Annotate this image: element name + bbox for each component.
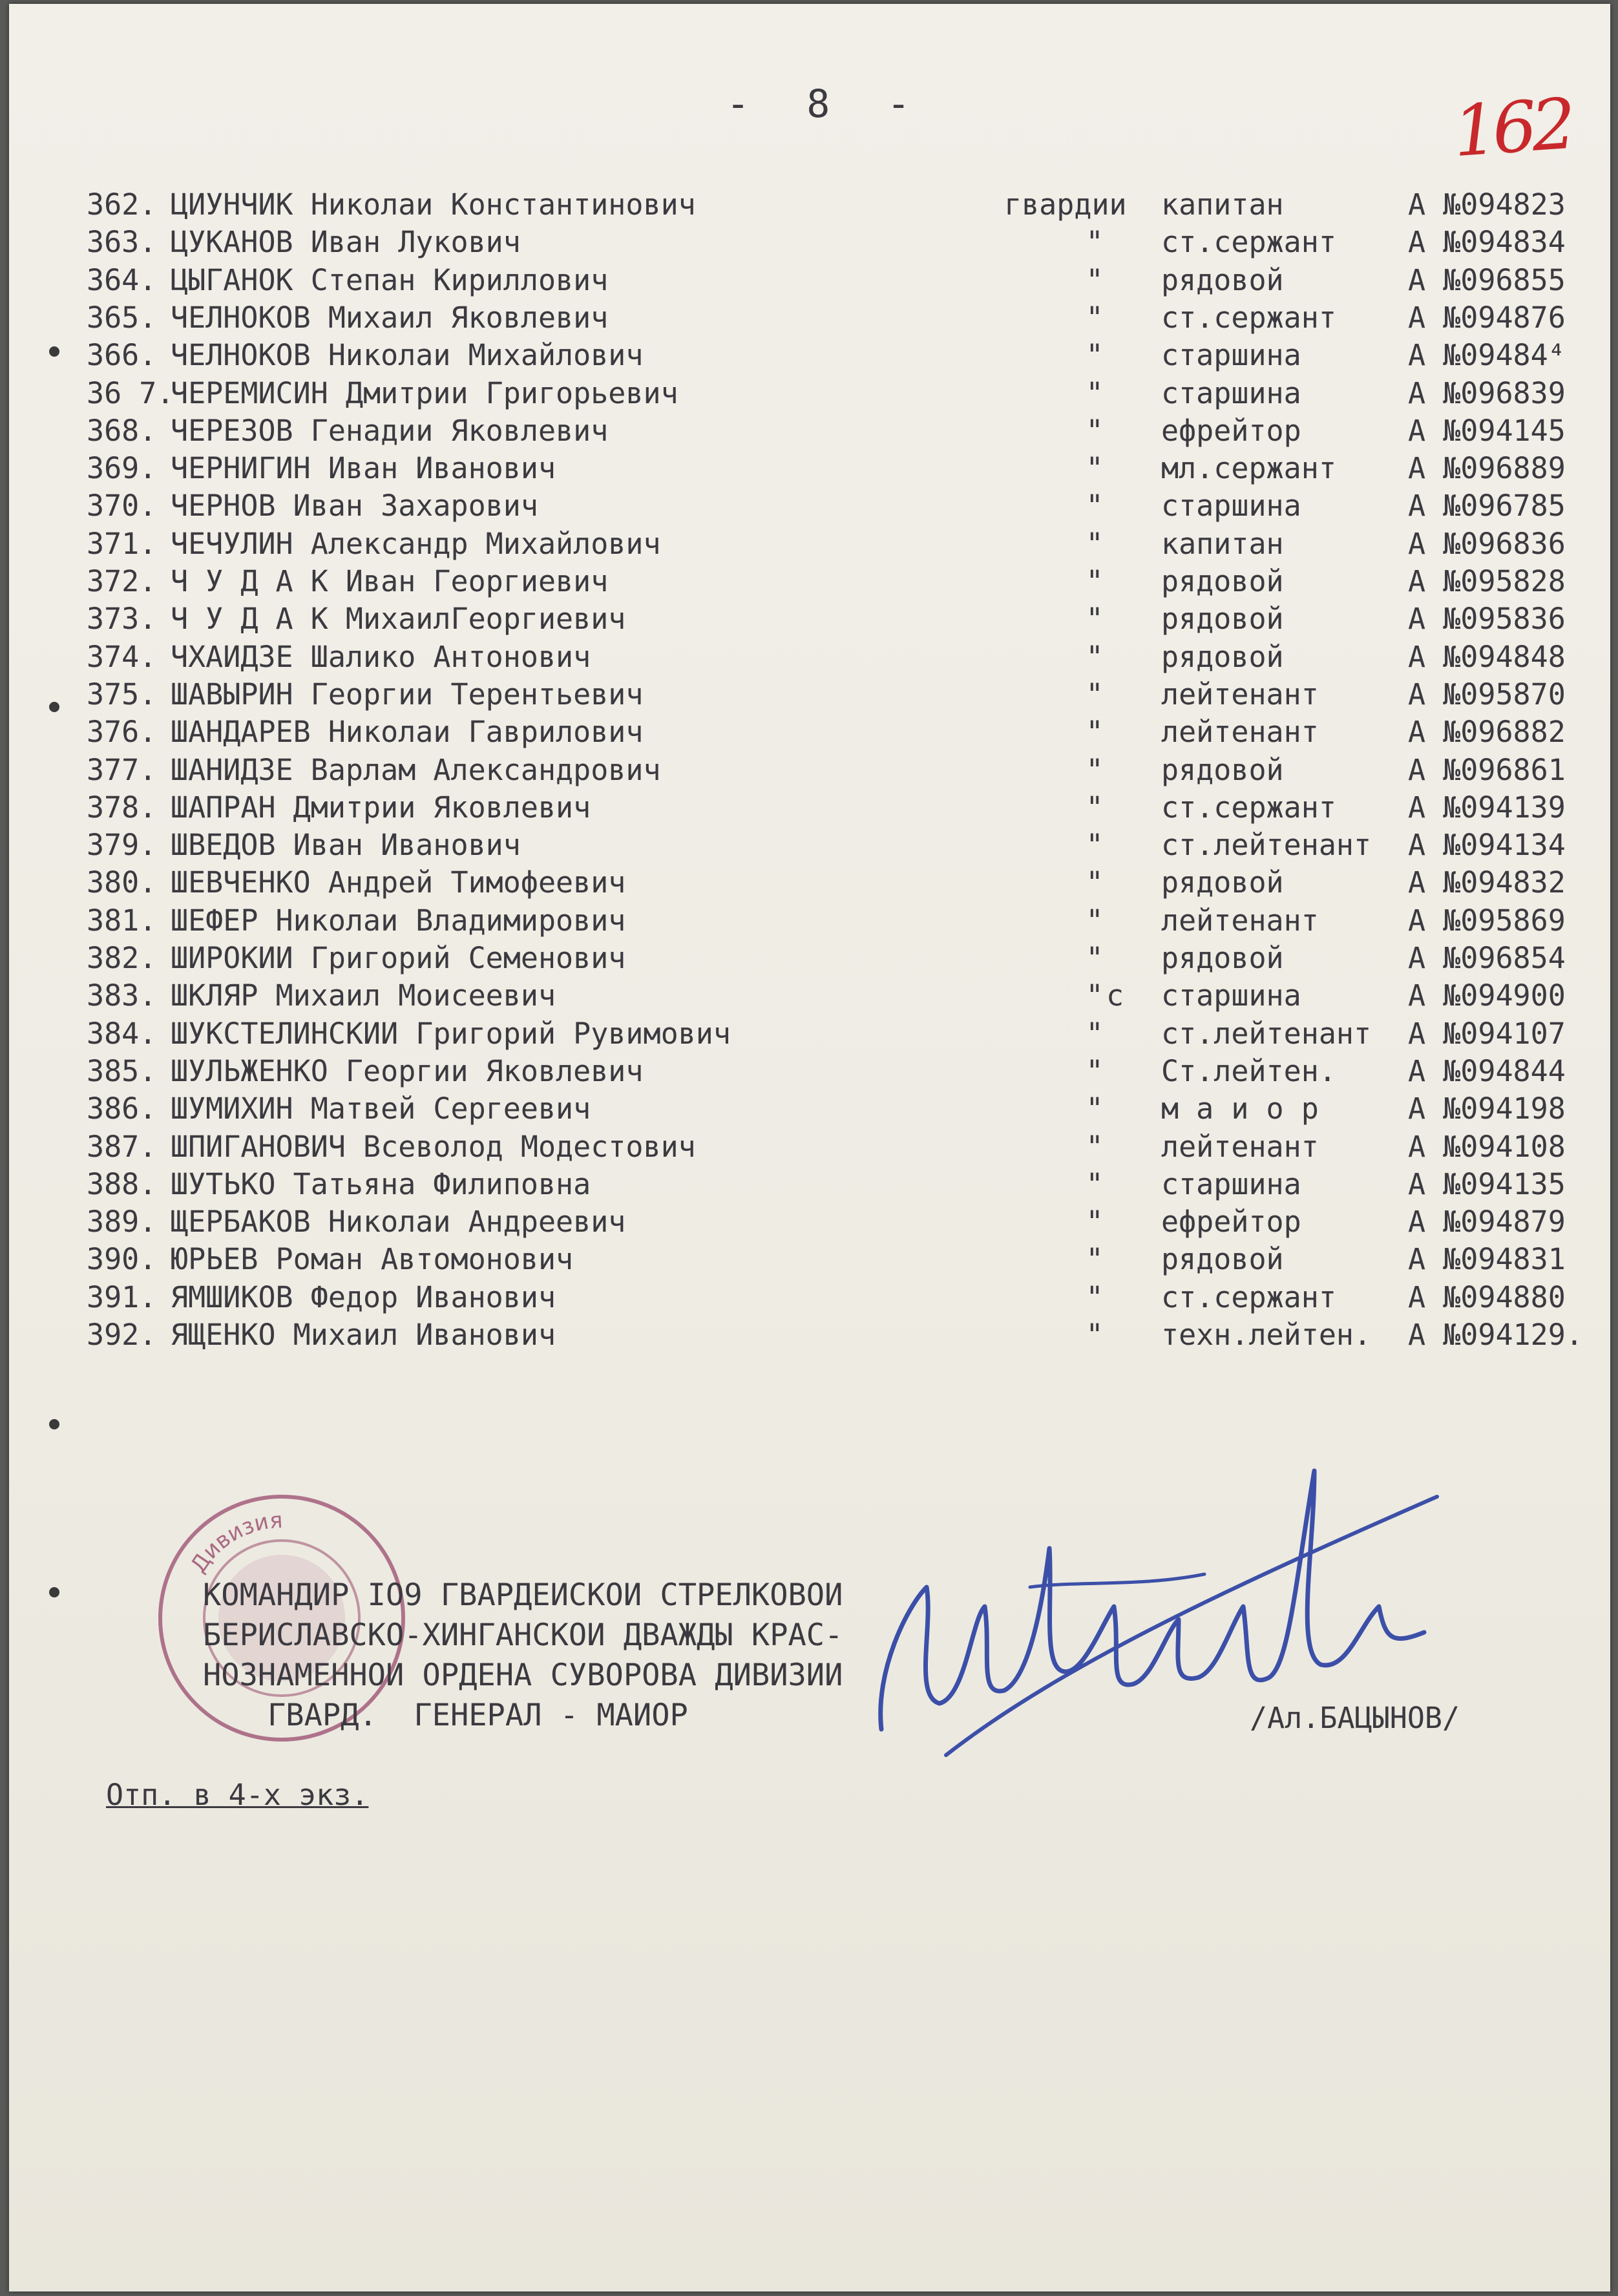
entry-name: ШАПРАН Дмитрии Яковлевич [171, 790, 591, 825]
entry-number: 388. [87, 1167, 157, 1201]
entry-number: 387. [87, 1130, 157, 1164]
entry-ditto-mark: " [1086, 263, 1104, 297]
commander-name: /Ал.БАЦЫНОВ/ [1250, 1701, 1460, 1735]
entry-name: ЯМШИКОВ Федор Иванович [171, 1280, 556, 1314]
entry-rank: капитан [1161, 187, 1284, 222]
list-item [87, 638, 1573, 676]
list-item [87, 262, 1573, 299]
entry-number: 379. [87, 828, 157, 862]
entry-number: 371. [87, 527, 157, 561]
entry-name: Ч У Д А К МихаилГеоргиевич [171, 602, 626, 636]
entry-name: ЦЫГАНОК Степан Кириллович [171, 263, 609, 297]
entry-ditto-mark: " [1086, 1091, 1104, 1126]
entry-certificate: А №094880 [1408, 1280, 1566, 1314]
entry-name: ШУТЬКО Татьяна Филиповна [171, 1167, 591, 1201]
entry-number: 364. [87, 263, 157, 297]
entry-name: ШУКСТЕЛИНСКИИ Григорий Рувимович [171, 1016, 731, 1051]
entry-name: ШАВЫРИН Георгии Терентьевич [171, 677, 644, 711]
commander-title-line: НОЗНАМЕННОИ ОРДЕНА СУВОРОВА ДИВИЗИИ [203, 1658, 843, 1693]
list-item [87, 525, 1573, 563]
entry-name: ЧЕЧУЛИН Александр Михайлович [171, 527, 661, 561]
entry-certificate: А №094198 [1408, 1091, 1566, 1126]
entry-certificate: А №096836 [1408, 527, 1566, 561]
entry-number: 372. [87, 564, 157, 598]
entry-certificate: А №094848 [1408, 640, 1566, 674]
entry-certificate: А №096785 [1408, 489, 1566, 523]
list-item [87, 375, 1573, 412]
entry-rank: ст.лейтенант [1161, 1016, 1372, 1051]
copy-note: Отп. в 4-х экз. [106, 1778, 369, 1812]
entry-rank: рядовой [1161, 602, 1284, 636]
entry-number: 376. [87, 715, 157, 749]
entry-ditto-mark: " [1086, 790, 1104, 825]
entry-name: ЧЕЛНОКОВ Михаил Яковлевич [171, 300, 609, 335]
entry-certificate: А №094129. [1408, 1318, 1583, 1352]
entry-name: Ч У Д А К Иван Георгиевич [171, 564, 609, 598]
entry-number: 386. [87, 1091, 157, 1126]
entry-ditto-mark: " [1086, 376, 1104, 410]
entry-name: ШАНДАРЕВ Николаи Гаврилович [171, 715, 644, 749]
entry-ditto-mark: " [1086, 677, 1104, 711]
entry-name: ЯЩЕНКО Михаил Иванович [171, 1318, 556, 1352]
entry-certificate: А №094831 [1408, 1242, 1566, 1276]
entry-rank: старшина [1161, 1167, 1301, 1201]
entry-rank: ст.сержант [1161, 1280, 1336, 1314]
entry-certificate: А №095869 [1408, 903, 1566, 938]
list-item [87, 789, 1573, 827]
entry-rank: лейтенант [1161, 677, 1319, 711]
entry-ditto-mark: " [1086, 640, 1104, 674]
entry-guards-label: гвардии [1004, 187, 1127, 222]
entry-number: 36 7. [87, 376, 174, 410]
entry-name: ШВЕДОВ Иван Иванович [171, 828, 521, 862]
list-item [87, 1203, 1573, 1241]
punch-hole [49, 346, 59, 357]
list-item [87, 186, 1573, 224]
entry-number: 375. [87, 677, 157, 711]
commander-title-line: КОМАНДИР IO9 ГВАРДЕИСКОИ СТРЕЛКОВОИ [203, 1577, 843, 1613]
list-item [87, 1128, 1573, 1166]
list-item [87, 224, 1573, 261]
entry-name: ЮРЬЕВ Роман Автомонович [171, 1242, 574, 1276]
entry-name: ШУМИХИН Матвей Сергеевич [171, 1091, 591, 1126]
entry-rank: лейтенант [1161, 903, 1319, 938]
entry-number: 380. [87, 865, 157, 900]
entry-rank: рядовой [1161, 865, 1284, 900]
entry-rank: рядовой [1161, 640, 1284, 674]
entry-name: ШПИГАНОВИЧ Всеволод Модестович [171, 1130, 696, 1164]
entry-number: 369. [87, 451, 157, 485]
list-item [87, 752, 1573, 789]
list-item [87, 563, 1573, 600]
entry-number: 366. [87, 338, 157, 372]
entry-name: ЧЕЛНОКОВ Николаи Михайлович [171, 338, 644, 372]
entry-ditto-mark: " [1086, 602, 1104, 636]
entry-name: ЧЕРЕЗОВ Генадии Яковлевич [171, 414, 609, 448]
entry-number: 385. [87, 1054, 157, 1088]
entry-rank: ст.сержант [1161, 790, 1336, 825]
list-item [87, 827, 1573, 864]
entry-ditto-mark: " [1086, 300, 1104, 335]
punch-hole [49, 1419, 59, 1429]
entry-rank: ст.сержант [1161, 300, 1336, 335]
entry-rank: старшина [1161, 338, 1301, 372]
commander-rank-line: ГВАРД. ГЕНЕРАЛ - МАИОР [268, 1698, 688, 1733]
entry-rank: рядовой [1161, 564, 1284, 598]
list-item [87, 1166, 1573, 1203]
entry-rank: ефрейтор [1161, 1205, 1301, 1239]
entry-number: 370. [87, 489, 157, 523]
entry-certificate: А №096889 [1408, 451, 1566, 485]
entry-rank: ст.лейтенант [1161, 828, 1372, 862]
entry-name: ШЕВЧЕНКО Андрей Тимофеевич [171, 865, 626, 900]
entry-ditto-mark: " [1086, 978, 1104, 1013]
entry-rank: Ст.лейтен. [1161, 1054, 1336, 1088]
entry-number: 382. [87, 941, 157, 975]
list-item [87, 1279, 1573, 1316]
entry-name: ШУЛЬЖЕНКО Георгии Яковлевич [171, 1054, 644, 1088]
entry-number: 363. [87, 225, 157, 259]
list-item [87, 1316, 1583, 1354]
entry-name: ЧХАИДЗЕ Шалико Антонович [171, 640, 591, 674]
entry-rank: лейтенант [1161, 715, 1319, 749]
entry-ditto-mark: " [1086, 1167, 1104, 1201]
entry-ditto-mark: " [1086, 527, 1104, 561]
entry-certificate: А №096839 [1408, 376, 1566, 410]
entry-certificate: А №094823 [1408, 187, 1566, 222]
entry-ditto-mark: " [1086, 1318, 1104, 1352]
entry-rank: м а и о р [1161, 1091, 1319, 1126]
entry-ditto-mark: " [1086, 828, 1104, 862]
list-item [87, 450, 1573, 487]
entry-rank: ефрейтор [1161, 414, 1301, 448]
entry-ditto-mark: " [1086, 489, 1104, 523]
entry-certificate: А №094139 [1408, 790, 1566, 825]
entry-rank: рядовой [1161, 753, 1284, 787]
entry-certificate: А №094134 [1408, 828, 1566, 862]
entry-rank: старшина [1161, 978, 1301, 1013]
entry-rank: ст.сержант [1161, 225, 1336, 259]
entry-number: 365. [87, 300, 157, 335]
entry-name: ШКЛЯР Михаил Моисеевич [171, 978, 556, 1013]
entry-number: 391. [87, 1280, 157, 1314]
entry-certificate: А №094876 [1408, 300, 1566, 335]
entry-certificate: А №094879 [1408, 1205, 1566, 1239]
entry-number: 373. [87, 602, 157, 636]
entry-number: 389. [87, 1205, 157, 1239]
entry-number: 384. [87, 1016, 157, 1051]
entry-certificate: А №095870 [1408, 677, 1566, 711]
list-item [87, 977, 1573, 1015]
entry-name: ЧЕРНОВ Иван Захарович [171, 489, 538, 523]
entry-number: 374. [87, 640, 157, 674]
entry-ditto-mark: " [1086, 1205, 1104, 1239]
entry-certificate: А №09484⁴ [1408, 338, 1566, 372]
handwritten-signature [868, 1393, 1450, 1807]
punch-hole [49, 1587, 59, 1597]
list-item [87, 713, 1573, 751]
list-item [87, 600, 1573, 638]
entry-rank: лейтенант [1161, 1130, 1319, 1164]
entry-ditto-mark: " [1086, 414, 1104, 448]
entry-ditto-mark: " [1086, 1280, 1104, 1314]
entry-ditto-mark: " [1086, 1130, 1104, 1164]
entry-number: 390. [87, 1242, 157, 1276]
list-item [87, 1015, 1573, 1053]
entry-ditto-mark: " [1086, 225, 1104, 259]
entry-ditto-mark: " [1086, 753, 1104, 787]
entry-name: ЦУКАНОВ Иван Лукович [171, 225, 521, 259]
entry-certificate: А №094844 [1408, 1054, 1566, 1088]
entry-ditto-mark: " [1086, 564, 1104, 598]
commander-title-line: БЕРИСЛАВСКО-ХИНГАНСКОИ ДВАЖДЫ КРАС- [203, 1617, 843, 1653]
entry-certificate: А №094108 [1408, 1130, 1566, 1164]
entry-rank: техн.лейтен. [1161, 1318, 1372, 1352]
entry-ditto-mark: " [1086, 338, 1104, 372]
entry-rank: рядовой [1161, 941, 1284, 975]
entry-name: ЧЕРЕМИСИН Дмитрии Григорьевич [171, 376, 678, 410]
entry-number: 377. [87, 753, 157, 787]
signature-block [203, 1575, 843, 1736]
entry-certificate: А №094832 [1408, 865, 1566, 900]
entry-number: 362. [87, 187, 157, 222]
entry-ditto-mark: " [1086, 1054, 1104, 1088]
list-item [87, 864, 1573, 901]
entry-rank: старшина [1161, 376, 1301, 410]
entry-number: 381. [87, 903, 157, 938]
list-item [87, 1053, 1573, 1090]
entry-ditto-mark: " [1086, 1242, 1104, 1276]
entry-name: ШИРОКИИ Григорий Семенович [171, 941, 626, 975]
list-item [87, 487, 1573, 525]
list-item [87, 412, 1573, 450]
entry-ditto-mark: " [1086, 1016, 1104, 1051]
entry-certificate: А №096854 [1408, 941, 1566, 975]
entry-name: ШЕФЕР Николаи Владимирович [171, 903, 626, 938]
page-number: - 8 - [726, 81, 927, 127]
entry-number: 378. [87, 790, 157, 825]
entry-number: 392. [87, 1318, 157, 1352]
entry-certificate: А №096855 [1408, 263, 1566, 297]
entry-ditto-mark: " [1086, 941, 1104, 975]
list-item [87, 299, 1573, 337]
entry-certificate: А №094834 [1408, 225, 1566, 259]
list-item [87, 1090, 1573, 1128]
list-item [87, 940, 1573, 977]
entry-certificate: А №094145 [1408, 414, 1566, 448]
entry-certificate: А №096882 [1408, 715, 1566, 749]
archive-page-number: 162 [1450, 83, 1574, 173]
document-page [9, 4, 1610, 2291]
entry-rank: мл.сержант [1161, 451, 1336, 485]
list-item [87, 676, 1573, 713]
stamp-text: Дивизия [185, 1507, 284, 1578]
entry-certificate: А №094135 [1408, 1167, 1566, 1201]
entry-number: 383. [87, 978, 157, 1013]
entry-ditto-mark: " [1086, 903, 1104, 938]
entry-extra-mark: с [1106, 978, 1124, 1013]
entry-ditto-mark: " [1086, 715, 1104, 749]
entry-name: ШАНИДЗЕ Варлам Александрович [171, 753, 661, 787]
entry-number: 368. [87, 414, 157, 448]
entry-certificate: А №096861 [1408, 753, 1566, 787]
entry-name: ЩЕРБАКОВ Николаи Андреевич [171, 1205, 626, 1239]
list-item [87, 1241, 1573, 1278]
punch-hole [49, 702, 59, 712]
list-item [87, 902, 1573, 940]
list-item [87, 337, 1573, 374]
entry-ditto-mark: " [1086, 865, 1104, 900]
entry-certificate: А №095836 [1408, 602, 1566, 636]
entry-rank: старшина [1161, 489, 1301, 523]
entry-certificate: А №094900 [1408, 978, 1566, 1013]
entry-name: ЧЕРНИГИН Иван Иванович [171, 451, 556, 485]
entry-certificate: А №094107 [1408, 1016, 1566, 1051]
entry-certificate: А №095828 [1408, 564, 1566, 598]
entry-rank: рядовой [1161, 1242, 1284, 1276]
entry-name: ЦИУНЧИК Николаи Константинович [171, 187, 696, 222]
entry-rank: капитан [1161, 527, 1284, 561]
entry-rank: рядовой [1161, 263, 1284, 297]
entry-ditto-mark: " [1086, 451, 1104, 485]
